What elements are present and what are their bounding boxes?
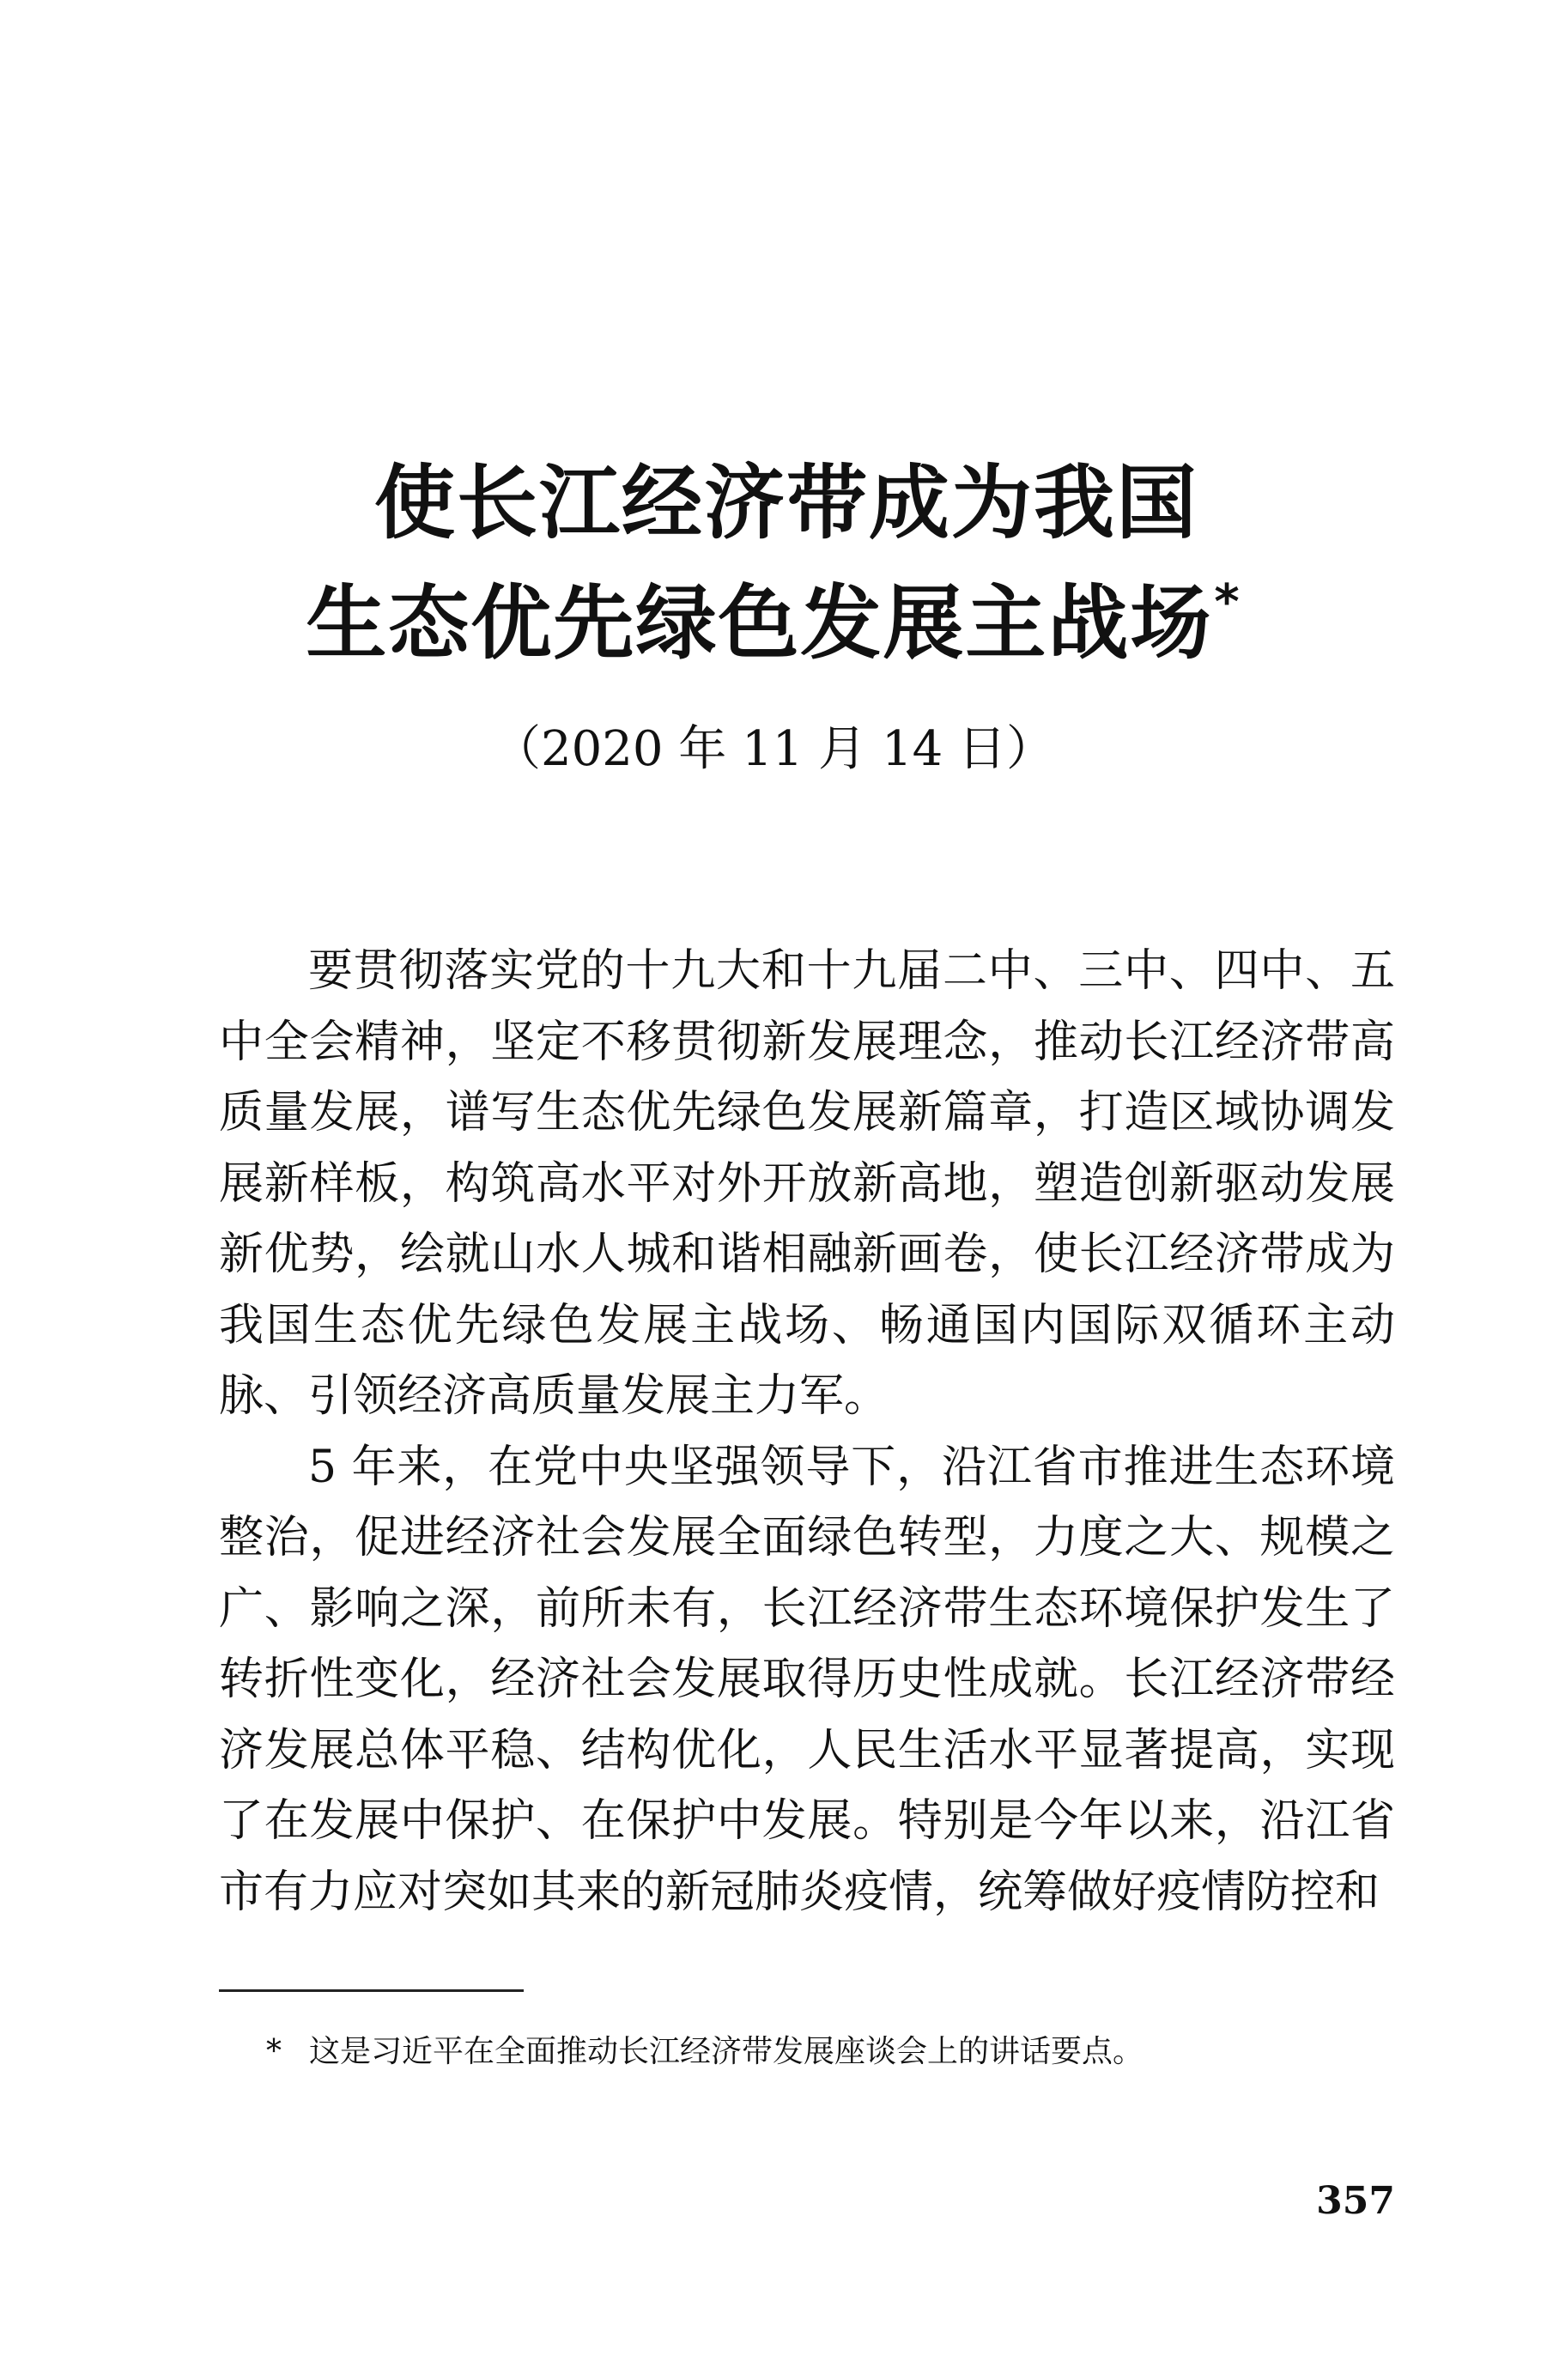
- page-title-line-2: [0, 574, 1547, 671]
- footnote-text: 这是习近平在全面推动长江经济带发展座谈会上的讲话要点。: [309, 2034, 1144, 2069]
- page-title-line-1: [0, 457, 1547, 550]
- footnote-divider: [219, 1989, 524, 1992]
- paragraph: 要贯彻落实党的十九大和十九届二中、三中、四中、五中全会精神，坚定不移贯彻新发展理念，推动长江经济带高质量发展，谱写生态优先绿色发展新篇章，打造区域协调发展新样板，构筑高水平对外开放新高地，塑造创新驱动发展新优势，绘就山水人城和谐相融新画卷，使长江经济带成为我国生态优先绿色发展主战场、畅通国内国际双循环主动脉、引领经济高质量发展主力军。: [219, 945, 1395, 1422]
- title-line-1-text: 使长江经济带成为我国: [373, 457, 1198, 550]
- page-number: 357: [1316, 2179, 1395, 2223]
- paragraph: 5 年来，在党中央坚强领导下，沿江省市推进生态环境整治，促进经济社会发展全面绿色转型，力度之大、规模之广、影响之深，前所未有，长江经济带生态环境保护发生了转折性变化，经济社会发展取得历史性成就。长江经济带经济发展总体平稳、结构优化，人民生活水平显著提高，实现了在发展中保护、在保护中发展。特别是今年以来，沿江省市有力应对突如其来的新冠肺炎疫情，统筹做好疫情防控和: [219, 1441, 1395, 1918]
- title-line-2-text: 生态优先绿色发展主战场: [306, 577, 1213, 671]
- speech-date: （2020 年 11 月 14 日）: [492, 721, 1055, 777]
- footnote: [266, 2033, 1382, 2070]
- footnote-mark: *: [266, 2034, 282, 2069]
- title-footnote-mark: *: [1214, 574, 1241, 630]
- body-text: [219, 936, 1395, 1928]
